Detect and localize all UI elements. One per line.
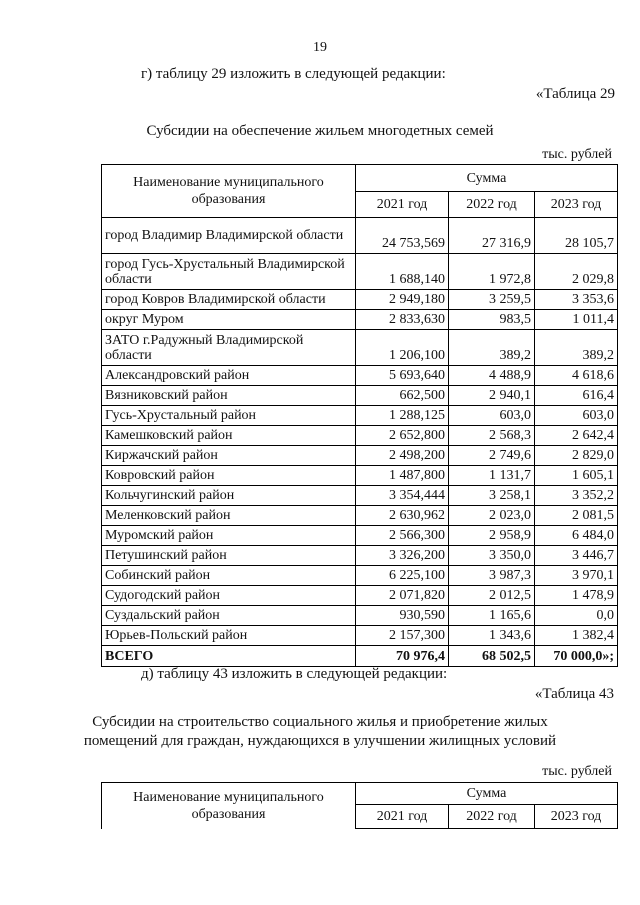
table29-title: Субсидии на обеспечение жильем многодетных семей <box>146 123 494 139</box>
value-2021: 1 487,800 <box>356 466 449 486</box>
table-row <box>102 546 618 566</box>
value-2021: 2 833,630 <box>356 310 449 330</box>
value-2021: 3 354,444 <box>356 486 449 506</box>
value-2021: 662,500 <box>356 386 449 406</box>
value-2023: 2 642,4 <box>535 426 618 446</box>
value-2022: 2 749,6 <box>449 446 535 466</box>
t43-header-year-2022: 2022 год <box>449 805 535 829</box>
table-row <box>102 606 618 626</box>
value-2022: 3 259,5 <box>449 290 535 310</box>
instruction-d: д) таблицу 43 изложить в следующей редакции: <box>141 666 448 682</box>
value-2021: 1 688,140 <box>356 254 449 290</box>
value-2021: 2 630,962 <box>356 506 449 526</box>
t43-header-name: Наименование муниципального образования <box>102 783 356 829</box>
table-row <box>102 386 618 406</box>
total-row <box>102 646 618 667</box>
table43-units: тыс. рублей <box>542 764 612 779</box>
row-name: Петушинский район <box>102 546 356 566</box>
table-row <box>102 506 618 526</box>
value-2021: 2 949,180 <box>356 290 449 310</box>
row-name: Юрьев-Польский район <box>102 626 356 646</box>
table29-units: тыс. рублей <box>542 147 612 162</box>
value-2021: 2 566,300 <box>356 526 449 546</box>
table29-body <box>102 218 618 667</box>
value-2022: 1 972,8 <box>449 254 535 290</box>
table43-title-line1: Субсидии на строительство социального жилья и приобретение жилых <box>92 714 548 730</box>
row-name: Судогодский район <box>102 586 356 606</box>
value-2023: 1 478,9 <box>535 586 618 606</box>
table-row <box>102 526 618 546</box>
value-2021: 2 498,200 <box>356 446 449 466</box>
value-2021: 2 071,820 <box>356 586 449 606</box>
value-2022: 3 987,3 <box>449 566 535 586</box>
value-2023: 1 382,4 <box>535 626 618 646</box>
value-2023: 389,2 <box>535 330 618 366</box>
value-2021: 1 206,100 <box>356 330 449 366</box>
row-name: город Владимир Владимирской области <box>102 218 356 254</box>
row-name: Гусь-Хрустальный район <box>102 406 356 426</box>
value-2021: 1 288,125 <box>356 406 449 426</box>
value-2022: 2 012,5 <box>449 586 535 606</box>
table-row <box>102 586 618 606</box>
row-name: Муромский район <box>102 526 356 546</box>
total-2021: 70 976,4 <box>356 646 449 667</box>
header-year-2023: 2023 год <box>535 192 618 218</box>
value-2022: 3 258,1 <box>449 486 535 506</box>
table-row <box>102 566 618 586</box>
instruction-g: г) таблицу 29 изложить в следующей редакции: <box>141 66 446 82</box>
value-2022: 2 940,1 <box>449 386 535 406</box>
row-name: Киржачский район <box>102 446 356 466</box>
row-name: Александровский район <box>102 366 356 386</box>
value-2023: 2 029,8 <box>535 254 618 290</box>
row-name: Камешковский район <box>102 426 356 446</box>
row-name: Суздальский район <box>102 606 356 626</box>
value-2021: 6 225,100 <box>356 566 449 586</box>
value-2022: 1 131,7 <box>449 466 535 486</box>
table-row <box>102 406 618 426</box>
value-2023: 3 352,2 <box>535 486 618 506</box>
row-name: город Гусь-Хрустальный Владимирской области <box>102 254 356 290</box>
value-2023: 0,0 <box>535 606 618 626</box>
table-row <box>102 446 618 466</box>
table-43 <box>101 782 618 829</box>
value-2022: 1 343,6 <box>449 626 535 646</box>
row-name: ЗАТО г.Радужный Владимирской области <box>102 330 356 366</box>
header-year-2022: 2022 год <box>449 192 535 218</box>
t43-header-year-2021: 2021 год <box>356 805 449 829</box>
value-2021: 24 753,569 <box>356 218 449 254</box>
value-2022: 27 316,9 <box>449 218 535 254</box>
table43-title-line2: помещений для граждан, нуждающихся в улучшении жилищных условий <box>83 733 557 749</box>
row-name: Меленковский район <box>102 506 356 526</box>
row-name: округ Муром <box>102 310 356 330</box>
table-row <box>102 254 618 290</box>
row-name: город Ковров Владимирской области <box>102 290 356 310</box>
row-name: Ковровский район <box>102 466 356 486</box>
value-2022: 603,0 <box>449 406 535 426</box>
value-2021: 2 157,300 <box>356 626 449 646</box>
t43-header-sum: Сумма <box>356 783 618 805</box>
table-row <box>102 310 618 330</box>
value-2023: 1 011,4 <box>535 310 618 330</box>
total-2022: 68 502,5 <box>449 646 535 667</box>
table-row <box>102 626 618 646</box>
page-number: 19 <box>313 40 327 55</box>
value-2023: 3 353,6 <box>535 290 618 310</box>
total-label: ВСЕГО <box>102 646 356 667</box>
table-29 <box>101 164 618 667</box>
value-2023: 603,0 <box>535 406 618 426</box>
table43-caption: «Таблица 43 <box>534 686 614 702</box>
value-2023: 616,4 <box>535 386 618 406</box>
value-2023: 1 605,1 <box>535 466 618 486</box>
table29-caption: «Таблица 29 <box>535 86 615 102</box>
header-sum: Сумма <box>356 165 618 192</box>
value-2021: 5 693,640 <box>356 366 449 386</box>
value-2023: 2 081,5 <box>535 506 618 526</box>
total-2023: 70 000,0»; <box>535 646 618 667</box>
value-2021: 930,590 <box>356 606 449 626</box>
value-2022: 1 165,6 <box>449 606 535 626</box>
header-name: Наименование муниципального образования <box>102 165 356 218</box>
value-2023: 3 446,7 <box>535 546 618 566</box>
table-row <box>102 466 618 486</box>
header-year-2021: 2021 год <box>356 192 449 218</box>
value-2022: 4 488,9 <box>449 366 535 386</box>
value-2021: 3 326,200 <box>356 546 449 566</box>
table-row <box>102 486 618 506</box>
value-2022: 2 958,9 <box>449 526 535 546</box>
value-2023: 28 105,7 <box>535 218 618 254</box>
value-2023: 4 618,6 <box>535 366 618 386</box>
value-2022: 2 023,0 <box>449 506 535 526</box>
value-2023: 6 484,0 <box>535 526 618 546</box>
value-2021: 2 652,800 <box>356 426 449 446</box>
table-row <box>102 426 618 446</box>
value-2023: 3 970,1 <box>535 566 618 586</box>
table-row <box>102 330 618 366</box>
row-name: Собинский район <box>102 566 356 586</box>
table-row <box>102 218 618 254</box>
value-2022: 983,5 <box>449 310 535 330</box>
t43-header-year-2023: 2023 год <box>535 805 618 829</box>
table-row <box>102 290 618 310</box>
value-2022: 389,2 <box>449 330 535 366</box>
table-row <box>102 366 618 386</box>
row-name: Кольчугинский район <box>102 486 356 506</box>
value-2022: 3 350,0 <box>449 546 535 566</box>
value-2022: 2 568,3 <box>449 426 535 446</box>
value-2023: 2 829,0 <box>535 446 618 466</box>
row-name: Вязниковский район <box>102 386 356 406</box>
